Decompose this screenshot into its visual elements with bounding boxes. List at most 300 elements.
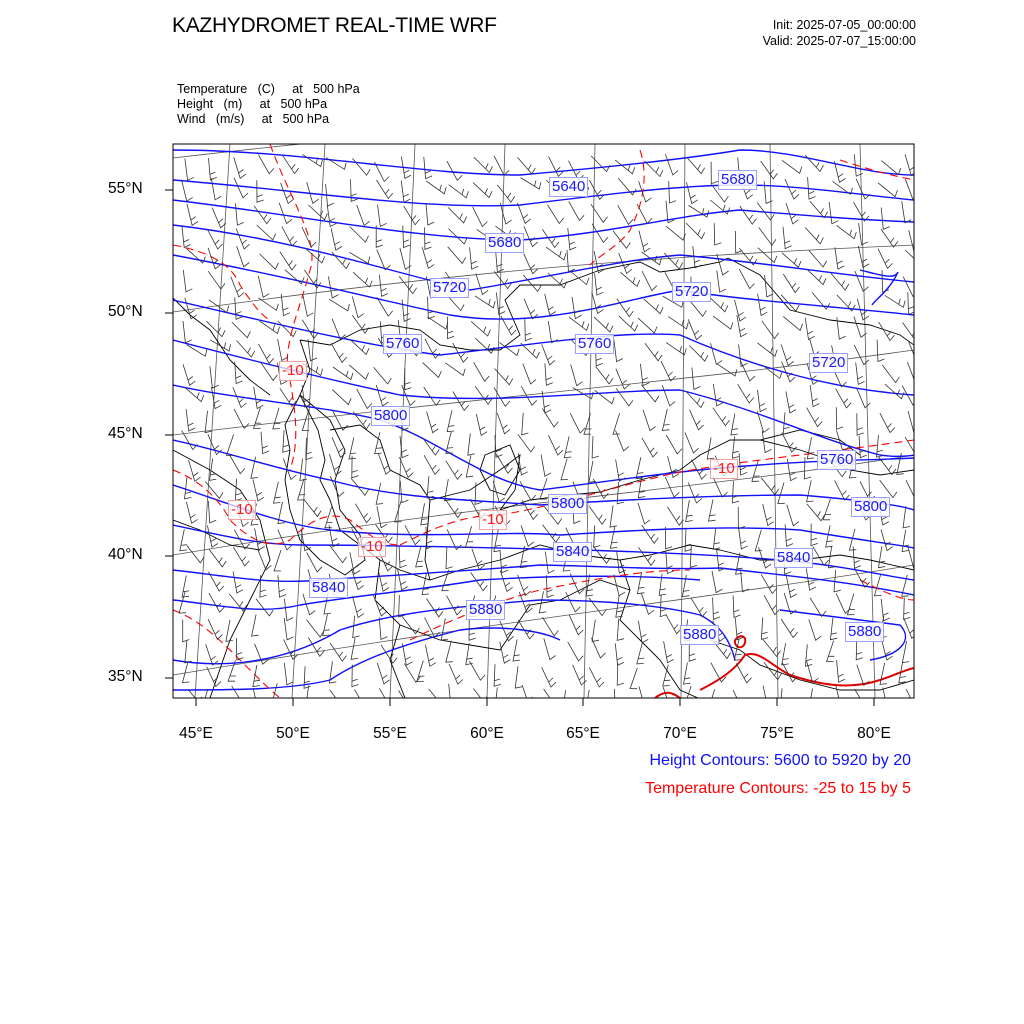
wind-barb [523,364,536,385]
wind-barb [593,546,610,563]
wind-barb [182,180,193,201]
wind-barb [785,524,793,546]
wind-barb [902,201,912,223]
wind-barb [618,205,634,224]
wind-barb [782,432,797,452]
wind-barb [758,248,777,263]
wind-barb [350,227,369,243]
wind-barb [739,527,748,549]
lat-label: 55°N [108,180,143,197]
wind-barb [783,227,792,249]
wind-barb [445,363,465,376]
wind-barb [836,593,850,613]
height-label: 5800 [548,494,587,514]
wind-barb [616,459,626,481]
wind-barb [877,340,884,362]
wind-barb [427,476,434,498]
wind-barb [637,572,644,594]
wind-barb [881,208,890,230]
wind-barb [805,155,823,171]
height-label: 5640 [549,177,588,197]
wind-barb [571,365,583,386]
wind-barb [713,477,727,497]
wind-barb [232,322,251,338]
wind-barb [713,384,723,406]
wind-barb [233,547,249,566]
wind-barb [762,321,779,339]
wind-barb [206,644,218,665]
wind-barb [424,455,440,474]
wind-barb [449,684,458,706]
wind-barb [353,616,360,638]
wind-barb [761,478,779,495]
wind-barb [208,230,223,250]
wind-barb [517,157,535,174]
wind-barb [186,502,197,523]
wind-barb [233,571,243,593]
wind-barb [712,571,722,593]
wind-barb [735,300,746,321]
wind-barb [447,161,462,180]
wind-barb [253,480,264,501]
wind-barb [211,178,221,200]
wind-barb [258,276,269,297]
wind-barb [258,549,272,569]
wind-barb [666,226,685,240]
wind-barb [687,182,698,203]
wind-barb [804,457,811,479]
wind-barb [278,575,286,597]
wind-barb [763,639,781,656]
wind-barb [854,154,862,176]
wind-barb [663,687,676,708]
wind-barb [473,183,492,198]
wind-barb [473,207,488,227]
wind-barb [280,252,296,270]
wind-barb [837,225,857,238]
wind-barb [352,456,359,478]
wind-barb [302,154,322,166]
wind-barb [208,501,216,523]
wind-barb [466,456,473,478]
wind-barb [377,180,393,199]
wind-barb [614,689,621,711]
wind-barb [752,460,760,481]
wind-barb [378,570,389,591]
wind-barb [761,618,768,640]
wind-barb [378,205,387,227]
wind-barb [302,227,316,247]
wind-barb [644,299,663,314]
lat-label: 45°N [108,425,143,442]
wind-barb [636,457,643,479]
wind-barb [570,413,585,433]
wind-barb [446,461,462,480]
wind-barb [617,663,624,685]
wind-barb [284,599,293,621]
wind-barb [428,317,448,329]
height-label: 5880 [845,622,884,642]
wind-barb [614,340,623,362]
wind-barb [441,619,448,641]
wind-barb [836,389,852,408]
wind-barb [732,481,739,503]
wind-barb [903,323,920,341]
wind-barb [811,524,818,546]
wind-barb [610,527,617,549]
wind-barb [567,250,575,272]
wind-barb [524,226,538,246]
wind-barb [470,247,479,269]
wind-barb [379,275,388,297]
lon-label: 65°E [566,725,600,742]
wind-barb [859,223,868,245]
wind-barb [258,298,278,311]
wind-barb [836,407,843,429]
wind-barb [905,179,918,200]
wind-barb [686,223,705,239]
wind-barb [881,599,890,621]
wind-barb [709,500,716,522]
wind-barb [257,180,264,202]
wind-barb [379,617,387,639]
wind-barb [616,369,630,389]
wind-barb [568,642,584,661]
wind-barb [235,362,243,384]
wind-barb [446,432,453,453]
wind-barb [854,345,869,365]
wind-barb [417,661,425,682]
wind-barb [807,480,814,502]
wind-barb [234,409,249,429]
map-frame [173,144,914,698]
wind-barb [405,368,412,390]
wind-barb [210,366,219,388]
temperature-label: -10 [710,459,738,479]
wind-barb [308,205,327,220]
wind-barb [880,663,887,685]
height-contour-legend: Height Contours: 5600 to 5920 by 20 [649,752,911,769]
height-label: 5800 [371,406,410,426]
wind-barb [855,271,869,291]
wind-barb [513,640,520,662]
wind-barb [780,688,787,710]
wind-barb [549,157,564,177]
wind-barb [829,202,838,224]
wind-barb [881,229,898,247]
wind-barb [254,387,264,409]
wind-barb [282,155,298,173]
wind-barb [564,436,571,458]
wind-barb [615,160,635,174]
wind-barb [332,390,351,405]
wind-barb [823,499,831,520]
wind-barb [826,526,833,548]
wind-barb [542,391,551,413]
wind-barb [256,599,273,616]
wind-barb [885,295,905,307]
wind-barb [847,594,855,615]
wind-barb [805,644,812,666]
wind-barb [211,387,221,409]
wind-barb [208,271,225,289]
wind-barb [185,641,192,663]
wind-barb [909,342,923,362]
wind-barb [781,619,797,638]
wind-barb [592,436,599,458]
wind-barb [782,160,802,173]
wind-barb [399,546,406,568]
wind-barb [476,274,488,295]
wind-barb [545,363,553,385]
wind-barb [836,685,847,706]
field-temperature: Temperature (C) at 500 hPa [177,82,360,96]
wind-barb [205,411,212,433]
wind-barb [905,250,924,265]
wind-barb [619,316,638,331]
wind-barb [764,182,772,204]
wind-barb [761,575,777,594]
wind-barb [428,297,435,319]
wind-barb [353,272,372,287]
wind-barb [739,345,748,367]
wind-barb [763,504,774,525]
wind-barb [638,318,657,333]
wind-barb [661,361,676,381]
temperature-contours [173,144,914,698]
wind-barb [496,293,505,315]
wind-barb [351,638,358,660]
wind-barb [664,641,674,663]
wind-barb [541,455,551,477]
wind-barb [421,503,428,525]
wind-barb [399,691,415,710]
wind-barb [518,434,535,452]
wind-barb [328,276,338,298]
temperature-label: -10 [279,361,307,381]
wind-barb [758,343,778,356]
wind-barb [426,203,434,225]
wind-barb [738,507,745,529]
wind-barb [692,368,700,390]
wind-barb [446,547,453,569]
height-label: 5720 [430,278,469,298]
wind-barb [714,223,721,245]
wind-barb [377,506,387,528]
wind-barb [735,231,742,253]
wind-barb [786,576,796,598]
wind-barb [252,615,259,637]
wind-barb [520,481,536,500]
wind-barb [399,276,416,293]
wind-barb [447,410,454,431]
temperature-label: -10 [228,500,256,520]
wind-barb [448,207,467,223]
wind-barb [589,506,606,524]
wind-barb [208,434,222,454]
wind-barb [837,660,845,682]
wind-barb [785,179,799,199]
wind-barb [500,551,508,573]
height-label: 5800 [851,497,890,517]
wind-barb [522,685,535,706]
wind-barb [445,479,452,501]
wind-barb [711,343,723,364]
lon-label: 50°E [276,725,310,742]
wind-barb [524,254,538,274]
wind-barb [733,690,747,710]
wind-barb [377,663,389,684]
wind-barb [466,526,474,547]
wind-barb [399,457,413,477]
wind-barb [330,643,347,661]
wind-barb [686,500,693,522]
wind-barb [544,638,556,659]
wind-barb [807,408,823,427]
wind-barb [835,247,844,269]
wind-barb [237,246,250,267]
wind-barb [515,666,522,688]
temperature-contour-legend: Temperature Contours: -25 to 15 by 5 [645,780,911,797]
wind-barb [331,229,342,251]
wind-barb [522,413,529,435]
wind-barb [494,156,509,176]
wind-barb [471,321,490,336]
lon-label: 55°E [373,725,407,742]
wind-barb [278,339,288,361]
wind-barb [903,277,918,297]
wind-barb [709,297,728,312]
wind-barb [279,203,292,224]
wind-barb [568,228,576,250]
wind-barb [687,157,705,174]
lon-label: 80°E [857,725,891,742]
wind-barb [474,689,491,707]
wind-barb [778,483,785,504]
wind-barb [500,642,511,664]
wind-barb [643,410,656,431]
height-label: 5720 [809,353,848,373]
wind-barb [737,315,747,337]
wind-barb [352,315,369,333]
wind-barb [783,274,799,293]
wind-barb [662,409,669,431]
wind-barb [304,270,321,288]
height-label: 5840 [309,578,348,598]
wind-barb [830,618,837,640]
wind-barb [448,247,466,264]
wind-barb [185,477,192,499]
wind-barb [905,154,917,175]
wind-barb [713,528,720,550]
wind-barb [642,525,659,543]
wind-barb [442,570,450,591]
wind-barb [301,529,311,551]
wind-barb [684,686,692,707]
wind-barb [717,254,729,275]
wind-barb [589,461,596,483]
wind-barb [447,317,454,339]
wind-barb [183,661,190,682]
wind-barb [475,296,495,308]
height-label: 5760 [575,334,614,354]
wind-barb [474,362,490,381]
wind-barb [202,689,209,710]
wind-barb [355,504,371,523]
wind-barb [274,550,281,571]
field-height: Height (m) at 500 hPa [177,97,328,111]
wind-barb [711,162,718,184]
wind-barb [856,363,865,385]
wind-barb [401,180,410,202]
wind-barb [810,385,819,407]
wind-barb [282,227,297,246]
wind-barb [596,367,613,384]
wind-barb [499,342,519,355]
wind-barb [209,158,217,180]
wind-barb [236,228,249,249]
wind-barb [424,387,441,405]
wind-barb [595,273,604,295]
wind-barb [882,365,899,383]
wind-barb [423,362,442,377]
wind-barb [307,620,324,637]
wind-barb [333,367,353,380]
wind-barb [637,643,644,664]
wind-barb [427,599,444,617]
wind-barb [400,481,408,503]
wind-barb [569,317,589,330]
wind-barb [857,665,870,686]
wind-barb [495,435,503,457]
wind-barb [333,411,348,431]
wind-barb [209,593,225,612]
wind-barb [227,435,234,456]
wind-barb [666,435,682,454]
wind-barb [402,644,412,666]
wind-barb [329,299,349,311]
wind-barb [662,385,675,406]
wind-barb [521,525,534,546]
wind-barb [639,231,650,252]
wind-barb [690,545,697,567]
wind-barb [881,530,893,551]
height-label: 5880 [680,625,719,645]
wind-barb [781,345,794,366]
wind-barb [782,253,801,267]
lon-label: 60°E [470,725,504,742]
wind-barb [497,413,510,434]
wind-barb [303,295,314,317]
wind-barb [352,158,370,175]
wind-barb [422,247,434,268]
wind-barb [684,663,691,685]
wind-barb [615,643,624,665]
wind-barb [882,270,889,292]
wind-barb [330,545,347,563]
wind-barb [689,346,708,362]
wind-barb [426,181,446,194]
wind-barb [878,249,893,269]
wind-barb [809,619,822,640]
wind-barb [813,546,829,565]
wind-barb [332,252,350,269]
wind-barb [468,434,475,456]
wind-barb [446,641,453,662]
wind-barb [903,506,910,528]
wind-barb [610,505,617,527]
wind-barb [548,435,562,455]
